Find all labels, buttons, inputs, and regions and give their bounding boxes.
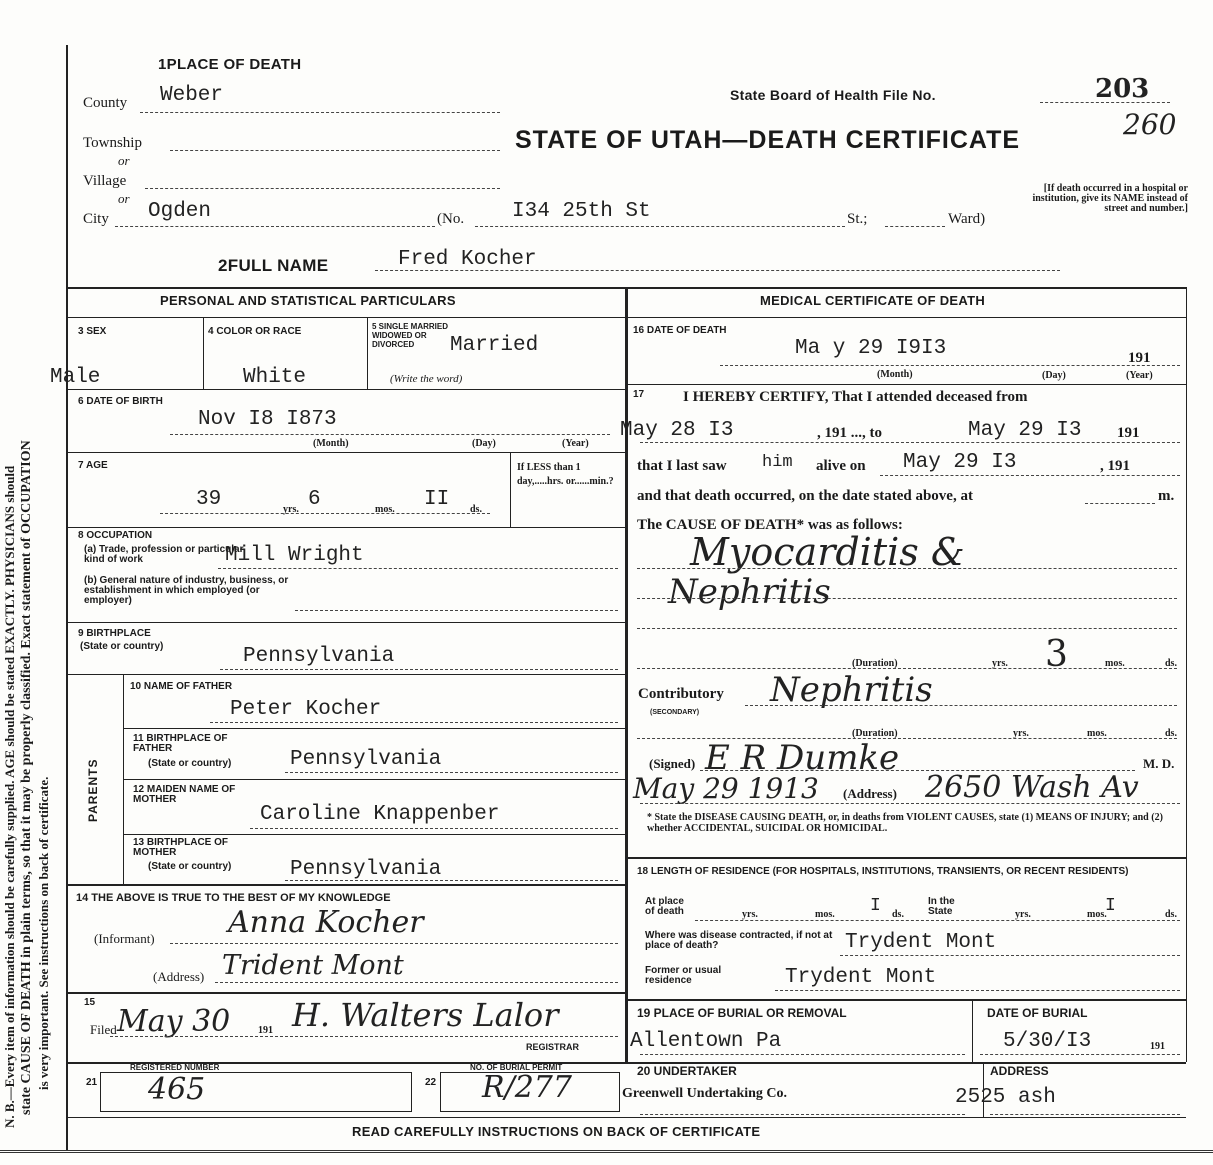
ward-label: Ward) [948,211,986,227]
row9-line [66,674,625,675]
informant-line [170,943,618,944]
medical-section-title: MEDICAL CERTIFICATE OF DEATH [760,293,986,308]
age-months: 6 [308,488,321,511]
place-of-death-label: 1PLACE OF DEATH [158,56,302,73]
color-label: 4 COLOR OR RACE [208,326,302,337]
date-of-death-191: 191 [1128,350,1151,366]
cause-of-death-label: The CAUSE OF DEATH* was as follows: [637,517,903,533]
ward-line [885,226,945,227]
date-of-death-line [720,365,1180,366]
burial-date-line [980,1054,1180,1055]
cause-line-2 [637,598,1177,599]
secondary-label: (SECONDARY) [650,709,700,716]
full-name-label: 2FULL NAME [218,256,329,275]
alive-on-label: alive on [816,458,866,474]
duration-mos: mos. [1105,658,1125,669]
permit-num-22: 22 [425,1077,437,1088]
street-no-label: (No. [437,211,465,227]
res-mos: mos. [815,909,835,920]
marital-value: Married [450,334,539,357]
contributory-label: Contributory [638,686,724,702]
registrar-label: REGISTRAR [526,1042,580,1052]
birthplace-label: 9 BIRTHPLACE [78,628,151,639]
dob-year: (Year) [562,438,589,449]
dob-day: (Day) [472,438,496,449]
side-note-line2: state CAUSE OF DEATH in plain terms, so that it may be properly classified. Exact statement of OCCUPATION [19,440,34,1115]
file-number-label: State Board of Health File No. [730,87,936,103]
at-place-label: At place of death [645,896,684,917]
age-divider [510,452,511,527]
signature-date: May 29 1913 [633,772,819,805]
township-line [170,150,500,151]
occurred-line [1085,503,1155,504]
occurred-m: m. [1158,488,1175,504]
informant-address-value: Trident Mont [222,950,404,981]
city-value: Ogden [148,200,212,223]
mother-birthplace-line [285,880,618,881]
former-residence-label: Former or usual residence [645,965,722,986]
attended-from-value: May 28 I3 [620,419,734,442]
res-yrs: yrs. [742,909,758,920]
personal-section-title: PERSONAL AND STATISTICAL PARTICULARS [160,293,456,308]
duration-yrs: yrs. [992,658,1008,669]
contracted-value: Trydent Mont [845,931,997,954]
row11-line [123,779,625,780]
age-ds-label: ds. [470,504,482,515]
filed-value: May 30 [117,1004,231,1039]
physician-signature: E R Dumke [705,738,900,778]
marital-label: 5 SINGLE MARRIED WIDOWED OR DIVORCED [372,322,449,349]
last-saw-label: that I last saw [637,458,727,474]
residence-label: 18 LENGTH OF RESIDENCE (FOR HOSPITALS, INSTITUTIONS, TRANSIENTS, OR RECENT RESIDENTS) [637,866,1129,877]
duration2-yrs: yrs. [1013,728,1029,739]
occupation-value: Mill Wright [225,544,364,567]
sex-divider [203,317,204,389]
registered-number-box [100,1072,412,1112]
certificate-title: STATE OF UTAH—DEATH CERTIFICATE [515,126,1021,154]
informant-value: Anna Kocher [228,905,424,940]
birthplace-value: Pennsylvania [243,645,395,668]
row10-line [123,728,625,729]
informant-address-line [215,982,618,983]
parents-label: PARENTS [86,758,100,822]
certify-text: I HEREBY CERTIFY, That I attended deceased from [683,389,1028,405]
father-birthplace-value: Pennsylvania [290,748,442,771]
row8-line [66,622,625,623]
duration2-ds: ds. [1165,728,1177,739]
mother-birthplace-value: Pennsylvania [290,858,442,881]
contributory-line [745,705,1177,706]
age-line [160,513,490,514]
sex-value: Male [50,366,101,389]
village-line [145,188,500,189]
permit-value: R/277 [482,1070,572,1105]
reg-num-21: 21 [86,1077,98,1088]
cause-of-death-line2: Nephritis [668,572,831,612]
street-line [475,226,845,227]
city-line [115,226,435,227]
informant-address-label: (Address) [153,969,205,984]
full-name-value: Fred Kocher [398,248,537,271]
contracted-label: Where was disease contracted, if not at place of death? [645,930,833,951]
in-state-label: In the State [928,896,955,917]
burial-date-label: DATE OF BURIAL [987,1006,1088,1020]
duration-line [637,668,1177,669]
res-ds: ds. [892,909,904,920]
duration-ds: ds. [1165,658,1177,669]
row13-line [66,884,625,886]
registered-number-label: REGISTERED NUMBER [130,1063,220,1072]
signed-label: (Signed) [649,756,696,771]
burial-place-line [640,1054,965,1055]
alive-on-value: May 29 I3 [903,451,1017,474]
father-line [210,722,618,723]
section-title-line [66,317,1186,318]
state-yrs: yrs. [1015,909,1031,920]
undertaker-address-label: ADDRESS [990,1064,1049,1078]
less-than-note: If LESS than 1 day,.....hrs. or......min.? [517,462,614,487]
side-note-line3: is very important. See instructions on back of certificate. [36,776,51,1090]
hospital-note: [If death occurred in a hospital or institution, give its NAME instead of street and number.] [1032,183,1188,214]
dob-line [170,434,610,435]
age-label: 7 AGE [78,460,108,471]
age-days: II [424,488,450,511]
age-years: 39 [196,488,222,511]
date-of-death-value: Ma y 29 I9I3 [795,337,947,360]
cause-of-death-line1: Myocarditis & [690,530,965,574]
mother-label: 12 MAIDEN NAME OF MOTHER [133,784,236,805]
file-number-second: 260 [1123,108,1177,141]
duration2-label: (Duration) [852,728,898,739]
physician-address-line [640,803,1180,804]
duration2-mos: mos. [1087,728,1107,739]
father-birthplace-label: 11 BIRTHPLACE OF FATHER [133,733,228,754]
residence-line [695,920,1180,921]
occupation-a-label: (a) Trade, profession or particular kind of work [84,544,244,565]
md-label: M. D. [1143,756,1175,771]
occupation-label: 8 OCCUPATION [78,530,153,541]
birthplace-sub: (State or country) [80,641,164,652]
former-residence-value: Trydent Mont [785,966,937,989]
filed-line [110,1036,618,1037]
permit-label: NO. OF BURIAL PERMIT [470,1063,563,1072]
undertaker-line [640,1114,965,1115]
st-label: St.; [847,211,868,227]
village-label: Village [83,173,127,189]
township-label: Township [83,135,142,151]
marital-write: (Write the word) [390,373,463,385]
dob-month: (Month) [313,438,349,449]
father-value: Peter Kocher [230,698,382,721]
right-border [1186,287,1187,1062]
dod-day: (Day) [1042,370,1066,381]
physician-address-label: (Address) [843,786,897,801]
row14-line [66,992,625,994]
undertaker-address-value: 2525 ash [955,1086,1056,1109]
cause-line-1 [637,568,1177,569]
file-number-value: 203 [1095,74,1150,104]
to-label: , 191 ..., to [817,425,882,441]
row17-line [627,857,1186,859]
undertaker-address-line [990,1114,1180,1115]
burial-date-value: 5/30/I3 [1003,1030,1092,1053]
burial-date-191: 191 [1150,1041,1165,1052]
duration-label: (Duration) [852,658,898,669]
occupation-b-label: (b) General nature of industry, business, or establishment in which employed (or employer) [84,575,289,606]
father-birthplace-line [285,772,618,773]
mother-value: Caroline Knappenber [260,803,500,826]
row3-line [66,389,625,390]
center-divider [625,287,628,1062]
physician-address-value: 2650 Wash Av [925,770,1139,805]
contributory-value: Nephritis [770,670,933,710]
dod-month: (Month) [877,369,913,380]
county-value: Weber [160,84,224,107]
cause-line-3 [637,628,1177,629]
row12-line [123,834,625,835]
alive-line [880,475,1180,476]
true-label: 14 THE ABOVE IS TRUE TO THE BEST OF MY KNOWLEDGE [76,892,391,904]
state-cause-note: * State the DISEASE CAUSING DEATH, or, in deaths from VIOLENT CAUSES, state (1) MEANS OF INJURY; and (2) whether ACCIDENTAL, SUICIDAL OR HOMICIDAL. [647,812,1163,834]
attended-to-value: May 29 I3 [968,419,1082,442]
burial-place-value: Allentown Pa [630,1030,782,1053]
street-no-value: I34 25th St [512,200,651,223]
burial-place-label: 19 PLACE OF BURIAL OR REMOVAL [637,1006,847,1020]
county-label: County [83,95,128,111]
birthplace-line [220,669,618,670]
dob-value: Nov I8 I873 [198,408,337,431]
num-17: 17 [633,389,645,400]
or-label-2: or [118,191,130,206]
registrar-signature: H. Walters Lalor [292,996,559,1034]
full-name-line [375,270,1060,271]
former-residence-line [775,990,1180,991]
alive-191: , 191 [1100,458,1130,474]
age-yrs-label: yrs. [283,504,299,515]
filed-label: Filed [90,1022,117,1037]
or-label-1: or [118,153,130,168]
informant-label: (Informant) [94,931,155,946]
contracted-line [840,955,1180,956]
state-mos: mos. [1087,909,1107,920]
city-label: City [83,211,109,227]
father-birthplace-sub: (State or country) [148,758,232,769]
age-mos-label: mos. [375,504,395,515]
mother-line [250,828,618,829]
side-note-line1: N. B.—Every item of information should be carefully supplied. AGE should be stated EXACTLY. PHYSICIANS should [2,465,17,1128]
burial-divider [972,999,973,1062]
occurred-text: and that death occurred, on the date stated above, at [637,488,973,504]
duration-value: 3 [1045,634,1068,675]
filed-number: 15 [84,997,96,1008]
date-of-death-label: 16 DATE OF DEATH [633,325,727,336]
registered-number-value: 465 [148,1072,206,1107]
bottom-border [0,1150,1213,1153]
row6-line [66,452,625,453]
footer-instructions: READ CAREFULLY INSTRUCTIONS ON BACK OF CERTIFICATE [352,1124,761,1139]
dob-label: 6 DATE OF BIRTH [78,396,163,407]
footer-line [66,1117,1186,1118]
state-value: I [1105,896,1116,916]
undertaker-label: 20 UNDERTAKER [637,1064,737,1078]
color-value: White [243,366,307,389]
filed-year: 191 [258,1025,273,1036]
attended-line [640,442,1180,443]
undertaker-value: Greenwell Undertaking Co. [622,1086,788,1101]
row16-line [627,384,1186,385]
county-line [140,112,500,113]
mother-birthplace-label: 13 BIRTHPLACE OF MOTHER [133,837,229,858]
occupation-b-line [295,610,618,611]
father-label: 10 NAME OF FATHER [130,681,233,692]
occupation-a-line [218,568,618,569]
sex-label: 3 SEX [78,326,107,337]
mother-birthplace-sub: (State or country) [148,861,232,872]
row7-line [66,527,625,528]
to-191: 191 [1117,425,1140,441]
row18-line [627,999,1186,1001]
last-saw-him: him [762,453,793,472]
left-border [66,45,68,1150]
res-value: I [870,896,881,916]
state-ds: ds. [1165,909,1177,920]
dod-year: (Year) [1126,370,1153,381]
color-divider [367,317,368,389]
